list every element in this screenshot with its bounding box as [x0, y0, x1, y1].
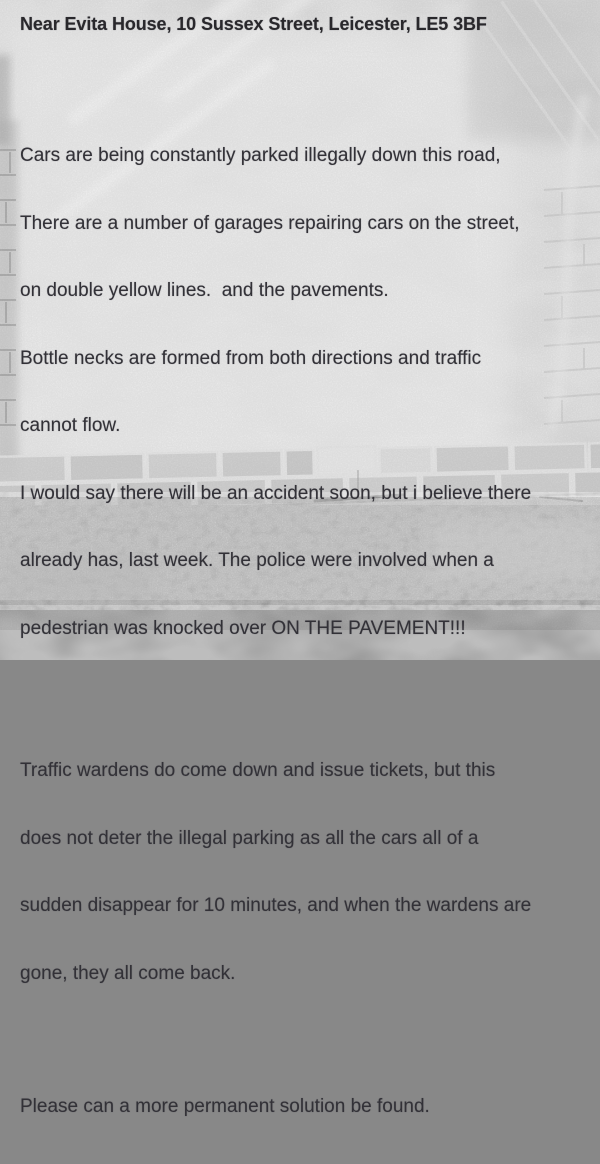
report-line: There are a number of garages repairing cars on the street, [20, 212, 520, 234]
report-line: Bottle necks are formed from both directions and traffic [20, 347, 482, 369]
report-paragraph [20, 1051, 592, 1164]
report-line: cannot flow. [20, 415, 121, 436]
report-line: Please can a more permanent solution be found. [20, 1096, 430, 1117]
report-line: already has, last week. The police were involved when a [20, 550, 494, 571]
report-line: on double yellow lines. and the pavements. [20, 280, 389, 301]
report-line: Traffic wardens do come down and issue tickets, but this [20, 760, 496, 781]
report-line: pedestrian was knocked over ON THE PAVEMENT!!! [20, 617, 466, 639]
report-line: sudden disappear for 10 minutes, and when the wardens are [20, 895, 532, 916]
report-line: Cars are being constantly parked illegally down this road, [20, 145, 501, 166]
report-location-heading: Near Evita House, 10 Sussex Street, Leicester, LE5 3BF [20, 14, 487, 34]
report-line: does not deter the illegal parking as all the cars all of a [20, 827, 479, 849]
report-line: gone, they all come back. [20, 962, 236, 984]
report-body [20, 100, 592, 1164]
report-paragraph [20, 715, 592, 1030]
report-line: I would say there will be an accident soon, but i believe there [20, 482, 532, 504]
report-paragraph [20, 100, 592, 685]
